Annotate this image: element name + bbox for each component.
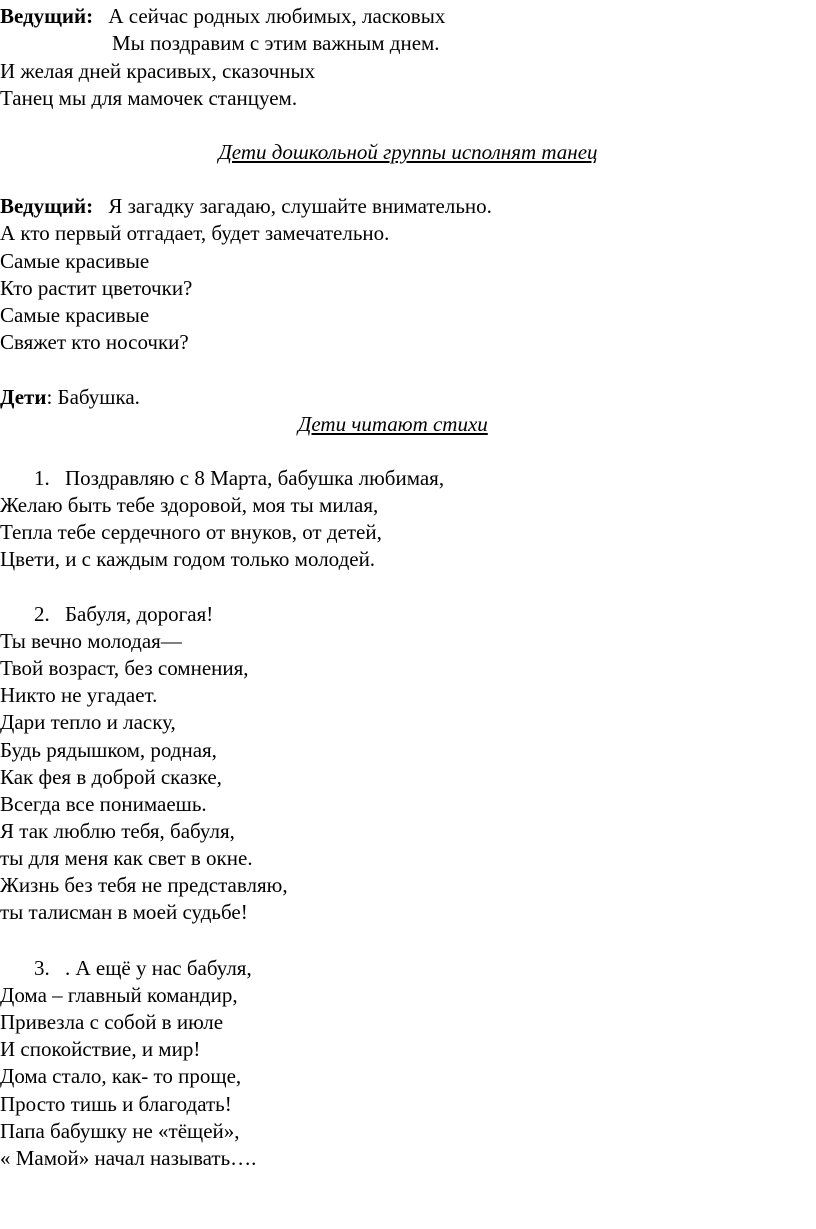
verse-line: Дома стало, как- то проще, bbox=[0, 1064, 242, 1088]
verse-line: Как фея в доброй сказке, bbox=[0, 765, 222, 789]
verse-line: Просто тишь и благодать! bbox=[0, 1092, 232, 1116]
verse-line: Твой возраст, без сомнения, bbox=[0, 656, 249, 680]
host-line-2 bbox=[0, 193, 492, 220]
poem-number: 2. bbox=[34, 602, 50, 626]
verse-text: Бабуля, дорогая! bbox=[65, 602, 214, 626]
verse-line: Жизнь без тебя не представляю, bbox=[0, 873, 288, 897]
verse-line: Желаю быть тебе здоровой, моя ты милая, bbox=[0, 493, 379, 517]
host-line-1 bbox=[0, 3, 445, 30]
verse-text: Я загадку загадаю, слушайте внимательно. bbox=[108, 194, 492, 218]
verse-text: . А ещё у нас бабуля, bbox=[65, 956, 252, 980]
verse-line: И спокойствие, и мир! bbox=[0, 1037, 201, 1061]
speaker-label: Дети bbox=[0, 385, 47, 409]
poem-number: 1. bbox=[34, 466, 50, 490]
verse-line: Цвети, и с каждым годом только молодей. bbox=[0, 547, 376, 571]
poem-number: 3. bbox=[34, 956, 50, 980]
verse-line: Будь рядышком, родная, bbox=[0, 738, 217, 762]
verse-line: Самые красивые bbox=[0, 303, 150, 327]
verse-line: Мы поздравим с этим важным днем. bbox=[112, 31, 440, 55]
verse-line: Никто не угадает. bbox=[0, 683, 158, 707]
verse-line: ты для меня как свет в окне. bbox=[0, 846, 253, 870]
verse-line: И желая дней красивых, сказочных bbox=[0, 59, 316, 83]
verse-line: А кто первый отгадает, будет замечательно. bbox=[0, 221, 390, 245]
verse-line: Привезла с собой в июле bbox=[0, 1010, 224, 1034]
verse-line: ты талисман в моей судьбе! bbox=[0, 900, 248, 924]
verse-text: Поздравляю с 8 Марта, бабушка любимая, bbox=[65, 466, 445, 490]
verse-line: Дома – главный командир, bbox=[0, 983, 238, 1007]
verse-line: Ты вечно молодая— bbox=[0, 629, 182, 653]
verse-line: Тепла тебе сердечного от внуков, от детей, bbox=[0, 520, 382, 544]
verse-line: Свяжет кто носочки? bbox=[0, 330, 189, 354]
verse-line: Танец мы для мамочек станцуем. bbox=[0, 86, 298, 110]
verse-line: Дари тепло и ласку, bbox=[0, 710, 176, 734]
verse-line: Кто растит цветочки? bbox=[0, 276, 193, 300]
verse-line: Всегда все понимаешь. bbox=[0, 792, 207, 816]
verse-line: Самые красивые bbox=[0, 249, 150, 273]
poem-2-first-line bbox=[34, 601, 213, 628]
stage-direction-poems: Дети читают стихи bbox=[298, 412, 488, 436]
verse-line: Папа бабушку не «тёщей», bbox=[0, 1119, 240, 1143]
verse-line: « Мамой» начал называть…. bbox=[0, 1146, 257, 1170]
speaker-label: Ведущий: bbox=[0, 194, 94, 218]
verse-line: Я так люблю тебя, бабуля, bbox=[0, 819, 235, 843]
answer-text: : Бабушка. bbox=[46, 385, 140, 409]
speaker-label: Ведущий: bbox=[0, 4, 94, 28]
poem-3-first-line bbox=[34, 955, 252, 982]
stage-direction-dance: Дети дошкольной группы исполнят танец bbox=[218, 140, 598, 164]
poem-1-first-line bbox=[34, 465, 444, 492]
children-answer bbox=[0, 384, 140, 411]
verse-text: А сейчас родных любимых, ласковых bbox=[108, 4, 446, 28]
